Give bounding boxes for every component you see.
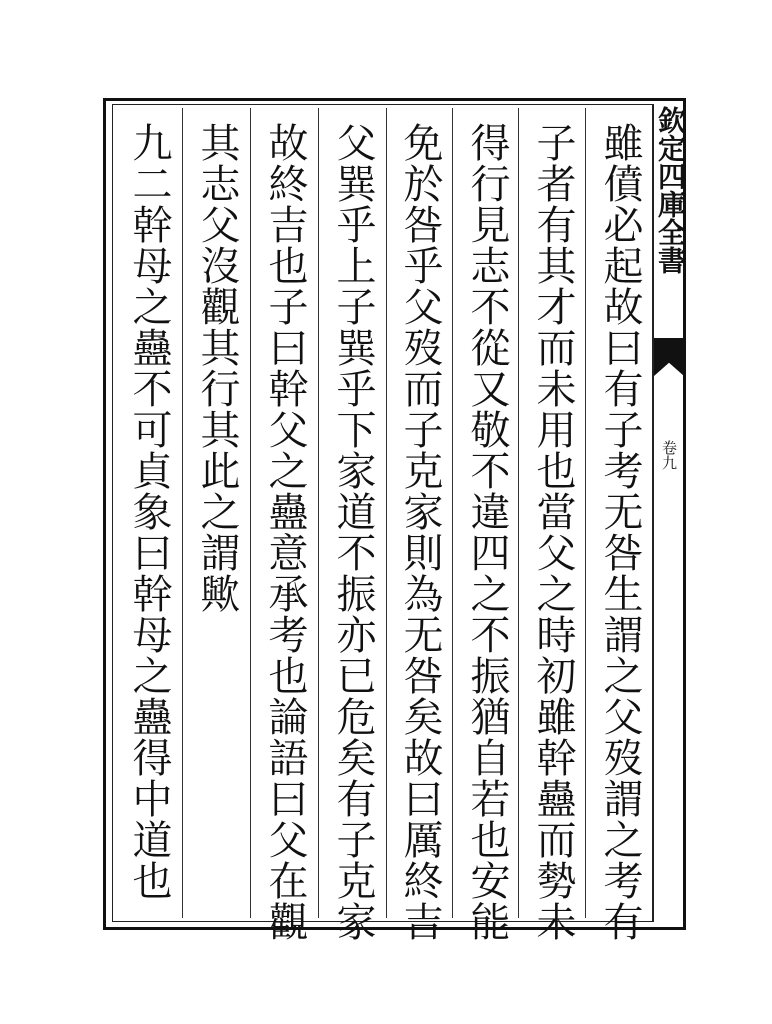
text-column-5: 父巽乎上子巽乎下家道不振亦已危矣有子克家 [330, 122, 376, 942]
juan-label: 卷九 [660, 440, 678, 470]
column-rule [452, 108, 453, 918]
column-rule [585, 108, 586, 918]
text-column-7: 其志父沒觀其行其此之謂歟 [194, 122, 240, 614]
text-column-8: 九二幹母之蠱不可貞象曰幹母之蠱得中道也 [126, 122, 172, 901]
column-rule [182, 108, 183, 918]
text-column-3: 得行見志不從又敬不違四之不振猶自若也安能 [464, 122, 510, 942]
column-rule [386, 108, 387, 918]
column-rule [250, 108, 251, 918]
text-column-4: 免於咎乎父歿而子克家則為无咎矣故曰厲終吉 [397, 122, 443, 942]
text-column-1: 雖僨必起故曰有子考无咎生謂之父歿謂之考有 [597, 122, 643, 942]
text-column-6: 故終吉也子曰幹父之蠱意承考也論語曰父在觀 [262, 122, 308, 942]
column-rule [318, 108, 319, 918]
column-rule [518, 108, 519, 918]
collection-title: 欽定四庫全書 [654, 106, 687, 274]
text-column-2: 子者有其才而未用也當父之時初雖幹蠱而勢未 [530, 122, 576, 942]
